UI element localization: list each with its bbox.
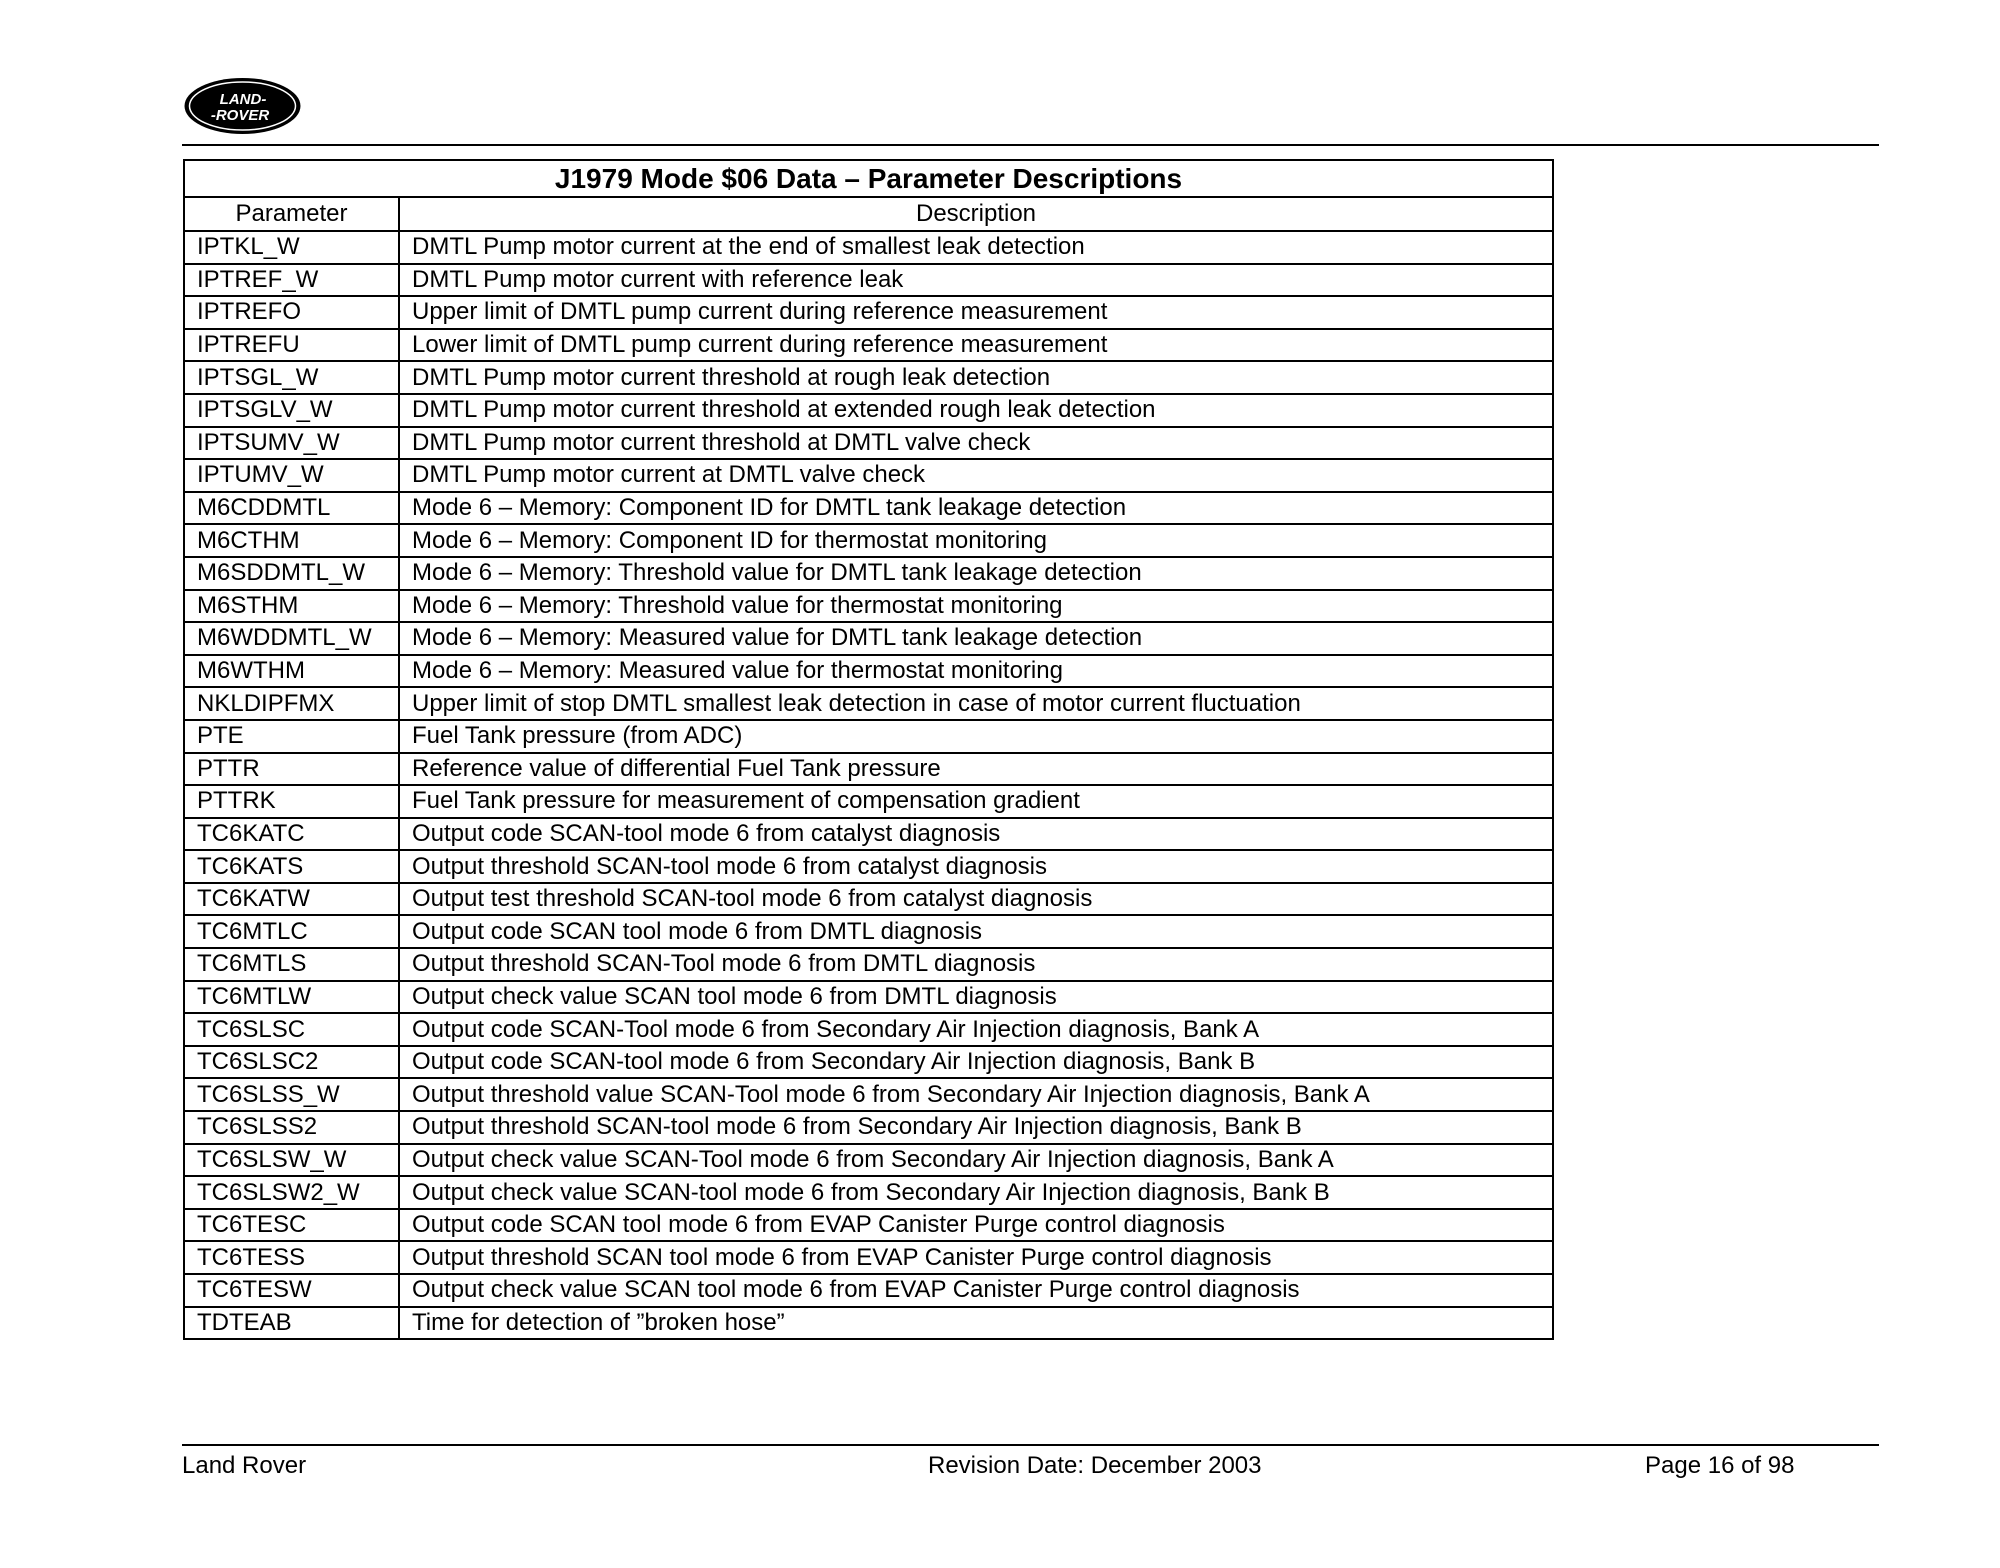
table-row (184, 394, 1553, 427)
table-row (184, 296, 1553, 329)
description-cell: Output code SCAN tool mode 6 from DMTL diagnosis (399, 915, 1553, 948)
parameter-cell: PTE (184, 720, 399, 753)
table-row (184, 264, 1553, 297)
parameter-cell: TC6KATW (184, 883, 399, 916)
parameter-cell: TC6TESC (184, 1209, 399, 1242)
description-cell: Mode 6 – Memory: Measured value for thermostat monitoring (399, 655, 1553, 688)
table-row (184, 427, 1553, 460)
description-cell: Reference value of differential Fuel Tank pressure (399, 753, 1553, 786)
description-cell: Output check value SCAN tool mode 6 from EVAP Canister Purge control diagnosis (399, 1274, 1553, 1307)
parameter-cell: TC6TESW (184, 1274, 399, 1307)
description-cell: Fuel Tank pressure for measurement of compensation gradient (399, 785, 1553, 818)
table-row (184, 622, 1553, 655)
parameter-cell: M6CTHM (184, 524, 399, 557)
description-cell: Output threshold value SCAN-Tool mode 6 from Secondary Air Injection diagnosis, Bank A (399, 1078, 1553, 1111)
description-cell: Upper limit of DMTL pump current during reference measurement (399, 296, 1553, 329)
parameter-cell: PTTR (184, 753, 399, 786)
parameter-cell: M6SDDMTL_W (184, 557, 399, 590)
parameter-cell: TC6SLSW2_W (184, 1176, 399, 1209)
table-row (184, 1046, 1553, 1079)
parameter-cell: TC6SLSW_W (184, 1144, 399, 1177)
description-cell: Mode 6 – Memory: Measured value for DMTL tank leakage detection (399, 622, 1553, 655)
description-cell: Output code SCAN-tool mode 6 from catalyst diagnosis (399, 818, 1553, 851)
footer-page-number: Page 16 of 98 (1645, 1452, 1795, 1479)
column-header-description: Description (399, 197, 1553, 231)
description-cell: Output threshold SCAN tool mode 6 from EVAP Canister Purge control diagnosis (399, 1241, 1553, 1274)
parameter-cell: IPTREFU (184, 329, 399, 362)
table-row (184, 948, 1553, 981)
parameter-cell: TC6MTLC (184, 915, 399, 948)
description-cell: Mode 6 – Memory: Threshold value for thermostat monitoring (399, 590, 1553, 623)
parameter-cell: TC6SLSS_W (184, 1078, 399, 1111)
parameter-cell: TDTEAB (184, 1307, 399, 1340)
table-title: J1979 Mode $06 Data – Parameter Descriptions (184, 160, 1553, 197)
parameter-cell: M6WDDMTL_W (184, 622, 399, 655)
description-cell: DMTL Pump motor current threshold at rough leak detection (399, 361, 1553, 394)
table-row (184, 524, 1553, 557)
table-row (184, 687, 1553, 720)
table-row (184, 557, 1553, 590)
description-cell: Fuel Tank pressure (from ADC) (399, 720, 1553, 753)
description-cell: Output threshold SCAN-tool mode 6 from catalyst diagnosis (399, 850, 1553, 883)
parameter-cell: TC6MTLW (184, 981, 399, 1014)
table-row (184, 492, 1553, 525)
table-row (184, 1144, 1553, 1177)
table-row (184, 753, 1553, 786)
footer-divider (182, 1444, 1879, 1446)
parameter-cell: IPTUMV_W (184, 459, 399, 492)
description-cell: Mode 6 – Memory: Component ID for thermostat monitoring (399, 524, 1553, 557)
description-cell: Lower limit of DMTL pump current during reference measurement (399, 329, 1553, 362)
table-row (184, 981, 1553, 1014)
column-header-parameter: Parameter (184, 197, 399, 231)
logo-text-line1: LAND- (219, 91, 267, 108)
parameter-cell: IPTREFO (184, 296, 399, 329)
header-divider (182, 144, 1879, 146)
parameter-table (183, 159, 1554, 1340)
description-cell: Output code SCAN-tool mode 6 from Secondary Air Injection diagnosis, Bank B (399, 1046, 1553, 1079)
parameter-cell: IPTSGLV_W (184, 394, 399, 427)
description-cell: DMTL Pump motor current with reference leak (399, 264, 1553, 297)
table-row (184, 459, 1553, 492)
description-cell: Output check value SCAN-Tool mode 6 from Secondary Air Injection diagnosis, Bank A (399, 1144, 1553, 1177)
description-cell: Mode 6 – Memory: Threshold value for DMTL tank leakage detection (399, 557, 1553, 590)
table-row (184, 1241, 1553, 1274)
parameter-cell: TC6KATS (184, 850, 399, 883)
table-row (184, 818, 1553, 851)
land-rover-logo (182, 76, 303, 136)
parameter-cell: TC6TESS (184, 1241, 399, 1274)
table-row (184, 1176, 1553, 1209)
table-row (184, 329, 1553, 362)
description-cell: Output check value SCAN tool mode 6 from DMTL diagnosis (399, 981, 1553, 1014)
parameter-cell: IPTSGL_W (184, 361, 399, 394)
description-cell: Time for detection of ”broken hose” (399, 1307, 1553, 1340)
table-body (184, 231, 1553, 1339)
description-cell: Output test threshold SCAN-tool mode 6 from catalyst diagnosis (399, 883, 1553, 916)
table-row (184, 1013, 1553, 1046)
description-cell: Output code SCAN-Tool mode 6 from Secondary Air Injection diagnosis, Bank A (399, 1013, 1553, 1046)
table-row (184, 361, 1553, 394)
logo-text-line2: -ROVER (210, 107, 270, 124)
parameter-cell: TC6SLSC (184, 1013, 399, 1046)
footer-company: Land Rover (182, 1452, 307, 1479)
table-row (184, 1274, 1553, 1307)
parameter-cell: IPTREF_W (184, 264, 399, 297)
parameter-cell: TC6MTLS (184, 948, 399, 981)
table-row (184, 883, 1553, 916)
table-row (184, 1078, 1553, 1111)
table-row (184, 850, 1553, 883)
table-row (184, 915, 1553, 948)
parameter-cell: M6CDDMTL (184, 492, 399, 525)
parameter-cell: IPTSUMV_W (184, 427, 399, 460)
parameter-cell: M6STHM (184, 590, 399, 623)
parameter-cell: NKLDIPFMX (184, 687, 399, 720)
parameter-cell: TC6KATC (184, 818, 399, 851)
table-row (184, 1209, 1553, 1242)
table-row (184, 655, 1553, 688)
parameter-cell: IPTKL_W (184, 231, 399, 264)
table-row (184, 590, 1553, 623)
description-cell: Upper limit of stop DMTL smallest leak detection in case of motor current fluctuation (399, 687, 1553, 720)
description-cell: DMTL Pump motor current threshold at extended rough leak detection (399, 394, 1553, 427)
description-cell: Output check value SCAN-tool mode 6 from Secondary Air Injection diagnosis, Bank B (399, 1176, 1553, 1209)
table-row (184, 231, 1553, 264)
footer-revision-date: Revision Date: December 2003 (928, 1452, 1262, 1479)
parameter-cell: TC6SLSC2 (184, 1046, 399, 1079)
description-cell: Output threshold SCAN-Tool mode 6 from DMTL diagnosis (399, 948, 1553, 981)
description-cell: Mode 6 – Memory: Component ID for DMTL tank leakage detection (399, 492, 1553, 525)
table-row (184, 785, 1553, 818)
description-cell: Output code SCAN tool mode 6 from EVAP Canister Purge control diagnosis (399, 1209, 1553, 1242)
description-cell: DMTL Pump motor current threshold at DMTL valve check (399, 427, 1553, 460)
parameter-cell: M6WTHM (184, 655, 399, 688)
description-cell: Output threshold SCAN-tool mode 6 from Secondary Air Injection diagnosis, Bank B (399, 1111, 1553, 1144)
parameter-cell: PTTRK (184, 785, 399, 818)
description-cell: DMTL Pump motor current at DMTL valve check (399, 459, 1553, 492)
table-row (184, 720, 1553, 753)
table-row (184, 1111, 1553, 1144)
description-cell: DMTL Pump motor current at the end of smallest leak detection (399, 231, 1553, 264)
table-row (184, 1307, 1553, 1340)
parameter-cell: TC6SLSS2 (184, 1111, 399, 1144)
